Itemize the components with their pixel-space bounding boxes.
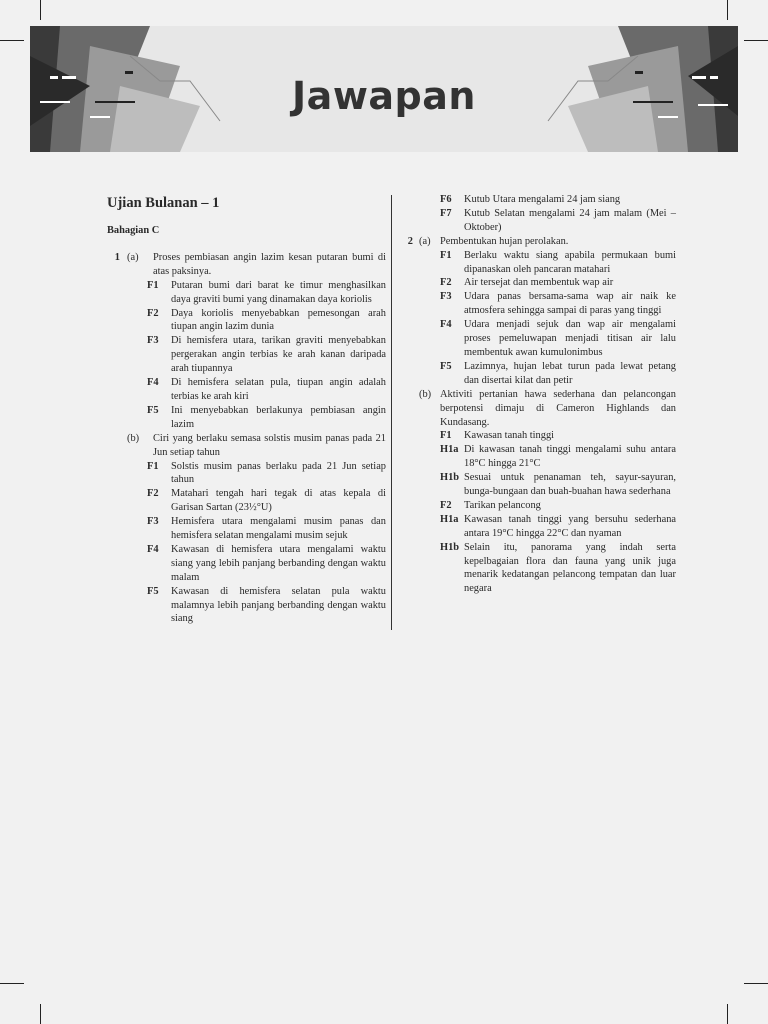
point-text: Air tersejat dan membentuk wap air (464, 277, 614, 289)
answer-point (147, 487, 386, 515)
point-text: Daya koriolis menyebabkan pemesongan arah tiupan angin lazim dunia (171, 307, 386, 333)
answer-point (440, 471, 676, 499)
point-code: F7 (440, 207, 452, 219)
answer-point (440, 249, 676, 277)
question-number: 2 (407, 235, 413, 247)
page-title: Jawapan (292, 74, 476, 118)
point-code: F2 (147, 488, 159, 500)
question-1b (127, 432, 386, 460)
sub-question-label: (b) (419, 388, 432, 400)
crop-mark (0, 983, 24, 984)
point-code: F4 (147, 377, 159, 389)
point-code: F2 (147, 307, 159, 319)
answer-point (440, 541, 676, 597)
point-code: F3 (440, 291, 452, 303)
answer-point (147, 307, 386, 335)
point-text: Solstis musim panas berlaku pada 21 Jun setiap tahun (171, 460, 386, 486)
answer-point (147, 585, 386, 627)
point-text: Di kawasan tanah tinggi mengalami suhu antara 18°C hingga 21°C (464, 444, 676, 470)
point-code: F1 (147, 279, 159, 291)
point-text: Kawasan tanah tinggi yang bersuhu sederhana antara 19°C hingga 22°C dan nyaman (464, 513, 676, 539)
question-2b (419, 388, 676, 430)
point-code: F1 (440, 249, 452, 261)
right-column (406, 193, 676, 596)
point-text: Berlaku waktu siang apabila permukaan bumi dipanaskan oleh pancaran matahari (464, 249, 676, 275)
point-text: Kawasan tanah tinggi (464, 430, 555, 442)
point-code: F5 (147, 404, 159, 416)
point-text: Ini menyebabkan berlakunya pembiasan angin lazim (171, 404, 386, 430)
column-divider (391, 195, 392, 630)
point-text: Kutub Utara mengalami 24 jam siang (464, 194, 621, 205)
crop-mark (40, 0, 41, 20)
point-code: F6 (440, 194, 452, 205)
answer-point (440, 290, 676, 318)
crop-mark (744, 40, 768, 41)
answer-point (147, 460, 386, 488)
question-number: 1 (114, 251, 120, 263)
answer-point (440, 499, 676, 513)
point-text: Lazimnya, hujan lebat turun pada lewat petang dan disertai kilat dan petir (464, 360, 676, 386)
point-code: H1b (440, 472, 460, 484)
crop-mark (727, 0, 728, 20)
answer-point (147, 376, 386, 404)
answer-point (147, 515, 386, 543)
answer-point (147, 543, 386, 585)
sub-question-text: Ciri yang berlaku semasa solstis musim panas pada 21 Jun setiap tahun (153, 432, 386, 458)
answer-point (147, 334, 386, 376)
point-text: Selain itu, panorama yang indah serta kepelbagaian flora dan fauna yang unik juga menarik kedatangan pelancong tempatan dan luar negara (464, 541, 676, 595)
point-code: F4 (147, 543, 159, 555)
section-title: Ujian Bulanan – 1 (107, 195, 220, 211)
sub-question-text: Aktiviti pertanian hawa sederhana dan pelancongan berpotensi dimaju di Cameron Highlands dan Kundasang. (440, 388, 676, 428)
answer-point (147, 279, 386, 307)
point-code: H1b (440, 541, 460, 553)
point-code: F4 (440, 319, 452, 331)
sub-question-text: Proses pembiasan angin lazim kesan putaran bumi di atas paksinya. (153, 251, 386, 277)
crop-mark (0, 40, 24, 41)
header-banner (30, 26, 738, 152)
point-text: Putaran bumi dari barat ke timur menghasilkan daya graviti bumi yang dinamakan daya koriolis (171, 279, 386, 305)
answer-point (440, 513, 676, 541)
answer-point (440, 207, 676, 235)
question-1a (107, 251, 386, 279)
point-code: H1a (440, 444, 459, 456)
point-text: Kawasan di hemisfera utara mengalami waktu siang yang lebih panjang berbanding dengan waktu malam (171, 543, 386, 583)
point-code: H1a (440, 513, 459, 525)
point-code: F3 (147, 516, 159, 528)
crop-mark (727, 1004, 728, 1024)
answer-point (440, 360, 676, 388)
point-text: Matahari tengah hari tegak di atas kepala di Garisan Sartan (23½°U) (171, 488, 386, 514)
point-text: Hemisfera utara mengalami musim panas dan hemisfera selatan mengalami musim sejuk (171, 516, 386, 542)
answer-point (440, 193, 676, 207)
sub-question-label: (b) (127, 432, 140, 444)
point-code: F2 (440, 499, 452, 511)
point-text: Tarikan pelancong (464, 499, 541, 511)
point-text: Sesuai untuk penanaman teh, sayur-sayuran, bunga-bungaan dan buah-buahan hawa sederhana (464, 472, 676, 498)
sub-question-label: (a) (419, 235, 431, 247)
point-text: Udara menjadi sejuk dan wap air mengalami proses pemeluwapan menjadi titisan air lalu membentuk awan kumulonimbus (464, 319, 676, 358)
answer-point (440, 443, 676, 471)
answer-point (147, 404, 386, 432)
point-text: Di hemisfera selatan pula, tiupan angin adalah terbias ke arah kiri (171, 377, 386, 402)
point-text: Kawasan di hemisfera selatan pula waktu malamnya lebih panjang berbanding dengan waktu siang (171, 585, 386, 625)
point-code: F5 (147, 585, 159, 597)
answer-point (440, 429, 676, 443)
point-text: Di hemisfera utara, tarikan graviti menyebabkan pergerakan angin terbias ke arah kanan daripada arah tiupannya (171, 335, 386, 375)
answer-point (440, 318, 676, 360)
sub-question-text: Pembentukan hujan perolakan. (440, 235, 569, 247)
point-code: F2 (440, 277, 452, 289)
crop-mark (744, 983, 768, 984)
question-2a (406, 235, 676, 249)
point-code: F1 (147, 460, 159, 472)
point-code: F1 (440, 430, 452, 442)
point-text: Kutub Selatan mengalami 24 jam malam (Mei – Oktober) (464, 207, 676, 233)
section-part: Bahagian C (107, 225, 160, 236)
point-text: Udara panas bersama-sama wap air naik ke atmosfera sehingga sampai di paras yang tinggi (464, 291, 676, 317)
sub-question-label: (a) (127, 251, 139, 263)
answer-point (440, 276, 676, 290)
crop-mark (40, 1004, 41, 1024)
left-column (107, 193, 386, 626)
point-code: F5 (440, 360, 452, 372)
point-code: F3 (147, 335, 159, 347)
